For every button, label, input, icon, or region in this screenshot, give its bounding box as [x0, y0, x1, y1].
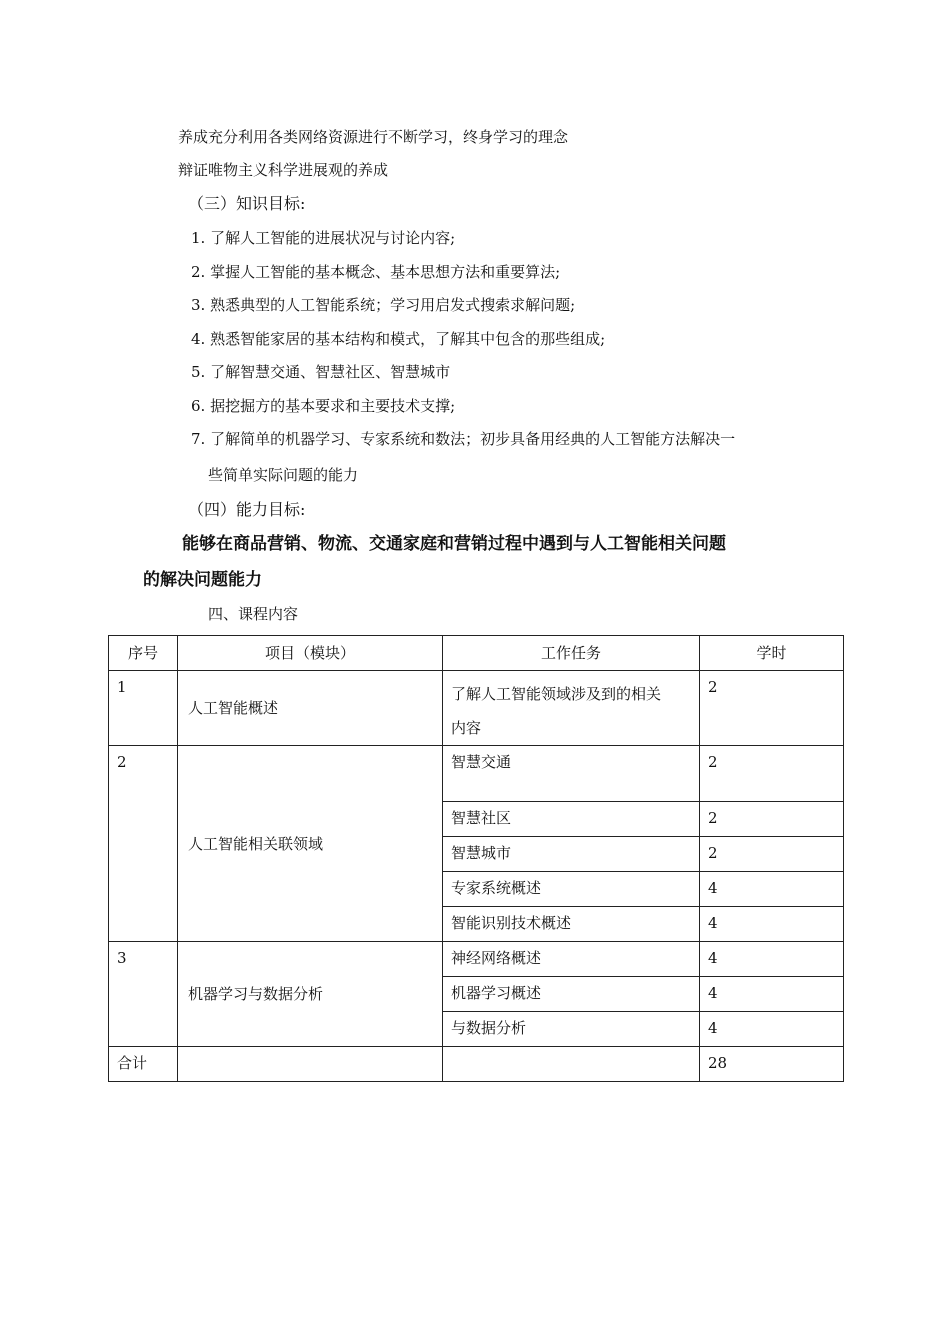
knowledge-item-3: 3. 熟悉典型的人工智能系统；学习用启发式搜索求解问题; — [191, 296, 576, 314]
table-row — [109, 671, 844, 746]
total-hours: 28 — [700, 1047, 844, 1082]
table-header-row — [109, 636, 844, 671]
header-hours: 学时 — [700, 636, 844, 671]
row-task-line-1: 了解人工智能领域涉及到的相关 — [451, 685, 662, 703]
course-content-table — [108, 635, 844, 1082]
knowledge-item-7: 7. 了解简单的机器学习、专家系统和数法；初步具备用经典的人工智能方法解决一 — [191, 430, 736, 448]
knowledge-item-7-continued: 些简单实际问题的能力 — [208, 466, 359, 484]
header-task: 工作任务 — [443, 636, 700, 671]
table-row — [109, 942, 844, 977]
table-total-row — [109, 1047, 844, 1082]
row-hours: 2 — [700, 746, 844, 802]
row-number: 3 — [109, 942, 178, 1047]
row-task-line-2: 内容 — [451, 719, 482, 737]
row-hours: 2 — [700, 671, 844, 746]
knowledge-item-1: 1. 了解人工智能的进展状况与讨论内容; — [191, 229, 456, 247]
ability-line-1: 能够在商品营销、物流、交通家庭和营销过程中遇到与人工智能相关问题 — [182, 534, 726, 554]
knowledge-item-2: 2. 掌握人工智能的基本概念、基本思想方法和重要算法; — [191, 263, 561, 281]
header-number: 序号 — [109, 636, 178, 671]
row-hours: 2 — [700, 837, 844, 872]
row-task: 专家系统概述 — [443, 872, 700, 907]
row-number: 2 — [109, 746, 178, 942]
row-hours: 4 — [700, 977, 844, 1012]
row-hours: 4 — [700, 907, 844, 942]
row-task: 智慧社区 — [443, 802, 700, 837]
intro-line-1: 养成充分利用各类网络资源进行不断学习，终身学习的理念 — [178, 128, 569, 146]
knowledge-heading: （三）知识目标: — [188, 194, 306, 213]
row-hours: 4 — [700, 872, 844, 907]
section-title: 四、课程内容 — [208, 605, 299, 623]
row-module: 人工智能相关联领域 — [178, 746, 443, 942]
total-module-empty — [178, 1047, 443, 1082]
row-task: 智能识别技术概述 — [443, 907, 700, 942]
header-module: 项目（模块） — [178, 636, 443, 671]
table-row — [109, 746, 844, 802]
row-task: 机器学习概述 — [443, 977, 700, 1012]
row-task: 智慧城市 — [443, 837, 700, 872]
row-task — [443, 671, 700, 746]
knowledge-item-6: 6. 据挖掘方的基本要求和主要技术支撑; — [191, 397, 456, 415]
row-task: 与数据分析 — [443, 1012, 700, 1047]
row-hours: 4 — [700, 942, 844, 977]
intro-line-2: 辩证唯物主义科学进展观的养成 — [178, 161, 389, 179]
knowledge-item-5: 5. 了解智慧交通、智慧社区、智慧城市 — [191, 363, 451, 381]
row-module: 机器学习与数据分析 — [178, 942, 443, 1047]
row-hours: 2 — [700, 802, 844, 837]
row-hours: 4 — [700, 1012, 844, 1047]
row-module: 人工智能概述 — [178, 671, 443, 746]
ability-line-2: 的解决问题能力 — [143, 570, 262, 590]
knowledge-item-4: 4. 熟悉智能家居的基本结构和模式，了解其中包含的那些组成; — [191, 330, 606, 348]
row-task: 神经网络概述 — [443, 942, 700, 977]
total-label: 合计 — [109, 1047, 178, 1082]
total-task-empty — [443, 1047, 700, 1082]
row-number: 1 — [109, 671, 178, 746]
row-task: 智慧交通 — [443, 746, 700, 802]
ability-heading: （四）能力目标: — [188, 500, 306, 519]
